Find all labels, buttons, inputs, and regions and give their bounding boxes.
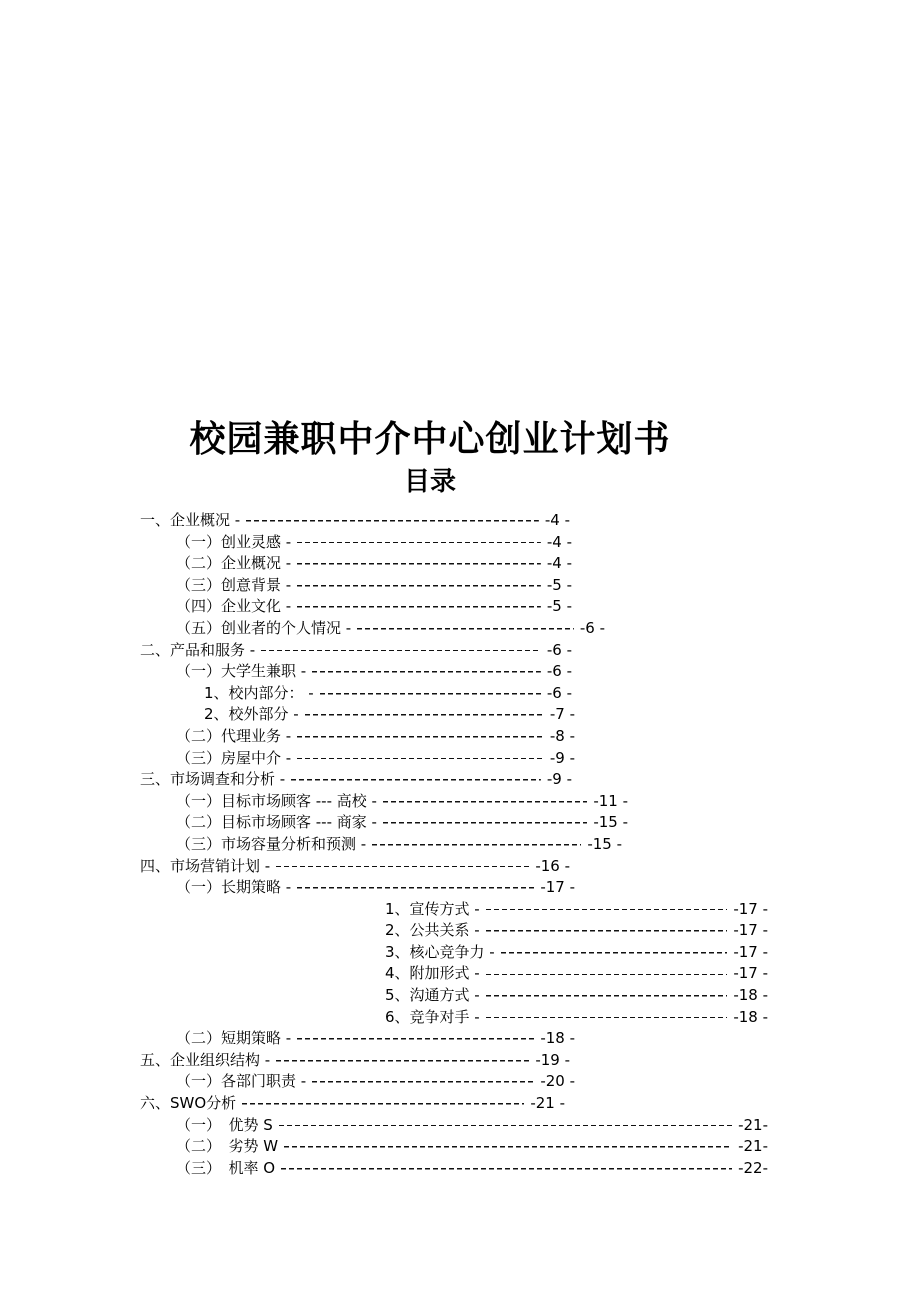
toc-entry-page: -5 - (546, 597, 572, 616)
toc-entry-label: 1、宣传方式 - (385, 899, 480, 918)
toc-entry (140, 1050, 570, 1072)
toc-entry-label: （三）房屋中介 - (176, 748, 292, 767)
toc-entry (140, 834, 622, 856)
toc-entry-label: （一）创业灵感 - (176, 532, 292, 551)
toc-entry (140, 1093, 565, 1115)
toc-leader-dashes (486, 973, 728, 975)
toc-entry-page: -6 - (546, 662, 572, 681)
toc-entry (140, 661, 572, 683)
toc-entry (140, 1028, 575, 1050)
toc-entry-label: （三）创意背景 - (176, 575, 292, 594)
toc-entry-label: 5、沟通方式 - (385, 986, 480, 1005)
toc-entry-page: -17 - (733, 964, 768, 983)
toc-leader-dashes (281, 1168, 732, 1170)
toc-entry-label: 6、竞争对手 - (385, 1007, 480, 1026)
toc-entry-label: 2、校外部分 - (204, 705, 299, 724)
toc-entry (140, 791, 628, 813)
toc-entry-label: （一）各部门职责 - (176, 1072, 307, 1091)
toc-entry-label: （五）创业者的个人情况 - (176, 618, 352, 637)
toc-entry-page: -17 - (733, 942, 768, 961)
toc-entry-label: 四、市场营销计划 - (140, 856, 271, 875)
toc-entry (140, 553, 572, 575)
toc-leader-dashes (320, 693, 541, 695)
toc-entry-label: （二）短期策略 - (176, 1029, 292, 1048)
toc-entry-page: -9 - (549, 748, 575, 767)
toc-entry-page: -6 - (579, 618, 605, 637)
toc-entry-label: 二、产品和服务 - (140, 640, 256, 659)
toc-entry (140, 985, 768, 1007)
toc-entry-page: -17 - (733, 899, 768, 918)
toc-leader-dashes (297, 563, 541, 565)
toc-entry-label: 三、市场调查和分析 - (140, 770, 286, 789)
toc-entry-label: （二）企业概况 - (176, 554, 292, 573)
toc-leader-dashes (297, 606, 541, 608)
toc-entry-label: （一）长期策略 - (176, 878, 292, 897)
toc-entry (140, 726, 575, 748)
toc-entry (140, 532, 572, 554)
toc-entry (140, 596, 572, 618)
toc-entry-page: -15 - (593, 813, 628, 832)
toc-leader-dashes (297, 1038, 534, 1040)
toc-leader-dashes (486, 908, 728, 910)
toc-entry-page: -6 - (546, 640, 572, 659)
toc-entry-label: （四）企业文化 - (176, 597, 292, 616)
toc-entry (140, 510, 570, 532)
toc-entry-page: -21- (738, 1115, 768, 1134)
toc-entry (140, 963, 768, 985)
toc-entry (140, 1007, 768, 1029)
toc-entry (140, 1115, 768, 1137)
toc-entry (140, 920, 768, 942)
toc-leader-dashes (486, 995, 728, 997)
toc-leader-dashes (486, 930, 728, 932)
toc-leader-dashes (246, 520, 539, 522)
toc-entry-label: （一） 优势 S (176, 1115, 273, 1134)
toc-leader-dashes (291, 779, 541, 781)
toc-entry-page: -11 - (593, 791, 628, 810)
toc-entry (140, 1158, 768, 1180)
toc-entry-label: 五、企业组织结构 - (140, 1050, 271, 1069)
toc-entry (140, 1136, 768, 1158)
toc-leader-dashes (297, 887, 534, 889)
toc-leader-dashes (297, 585, 541, 587)
toc-entry-label: 2、公共关系 - (385, 921, 480, 940)
toc-entry-page: -22- (738, 1158, 768, 1177)
toc-entry-label: 3、核心竞争力 - (385, 942, 495, 961)
toc-entry-label: （三）市场容量分析和预测 - (176, 834, 367, 853)
toc-leader-dashes (276, 1060, 529, 1062)
toc-leader-dashes (372, 844, 581, 846)
toc-leader-dashes (383, 801, 587, 803)
toc-entry-page: -15 - (587, 834, 622, 853)
toc-entry (140, 877, 575, 899)
toc-entry-label: （二）代理业务 - (176, 726, 292, 745)
toc-entry (140, 618, 605, 640)
toc-entry-page: -4 - (546, 532, 572, 551)
toc-entry (140, 748, 575, 770)
toc-entry-page: -17 - (540, 878, 575, 897)
toc-entry-page: -21- (738, 1137, 768, 1156)
toc-entry-page: -18 - (540, 1029, 575, 1048)
toc-entry-page: -4 - (544, 511, 570, 529)
toc-leader-dashes (276, 865, 529, 867)
toc-leader-dashes (297, 541, 541, 543)
toc-entry (140, 575, 572, 597)
toc-entry-page: -8 - (549, 726, 575, 745)
toc-entry-page: -4 - (546, 554, 572, 573)
toc-entry-page: -16 - (535, 856, 570, 875)
toc-entry (140, 899, 768, 921)
document-title: 校园兼职中介中心创业计划书 (189, 419, 671, 460)
toc-entry (140, 640, 572, 662)
toc-entry-page: -5 - (546, 575, 572, 594)
toc-leader-dashes (312, 671, 541, 673)
toc-entry-label: 4、附加形式 - (385, 964, 480, 983)
toc-leader-dashes (242, 1103, 524, 1105)
toc-entry-page: -19 - (535, 1050, 570, 1069)
toc-entry-page: -7 - (549, 705, 575, 724)
toc-entry-label: 1、校内部分： - (204, 683, 314, 702)
toc-entry-page: -21 - (530, 1094, 565, 1113)
toc-entry (140, 769, 572, 791)
toc-entry-label: （一）目标市场顾客 --- 高校 - (176, 791, 377, 810)
title-block (100, 418, 760, 498)
toc-leader-dashes (501, 952, 728, 954)
toc-entry-label: （二）目标市场顾客 --- 商家 - (176, 813, 377, 832)
toc-entry-label: 一、企业概况 - (140, 511, 241, 529)
toc-leader-dashes (297, 757, 544, 759)
toc-entry-page: -6 - (546, 683, 572, 702)
toc-entry (140, 856, 570, 878)
toc-leader-dashes (486, 1016, 728, 1018)
toc-heading: 目录 (403, 467, 456, 497)
toc-entry-label: （一）大学生兼职 - (176, 662, 307, 681)
toc-entry-page: -9 - (546, 770, 572, 789)
toc-entry (140, 683, 572, 705)
toc-list (140, 510, 920, 1179)
toc-entry-label: （二） 劣势 W (176, 1137, 279, 1156)
toc-leader-dashes (279, 1124, 732, 1126)
toc-entry-page: -18 - (733, 1007, 768, 1026)
toc-entry (140, 942, 768, 964)
toc-leader-dashes (305, 714, 544, 716)
toc-leader-dashes (357, 628, 574, 630)
toc-entry-label: 六、SWO分析 (140, 1094, 237, 1113)
toc-entry (140, 812, 628, 834)
toc-leader-dashes (383, 822, 587, 824)
toc-entry-page: -18 - (733, 986, 768, 1005)
toc-leader-dashes (312, 1081, 534, 1083)
toc-entry-page: -20 - (540, 1072, 575, 1091)
toc-entry-label: （三） 机率 O (176, 1158, 276, 1177)
toc-leader-dashes (261, 649, 541, 651)
toc-entry (140, 1071, 575, 1093)
toc-entry-page: -17 - (733, 921, 768, 940)
toc-entry (140, 704, 575, 726)
toc-leader-dashes (284, 1146, 732, 1148)
toc-leader-dashes (297, 736, 544, 738)
